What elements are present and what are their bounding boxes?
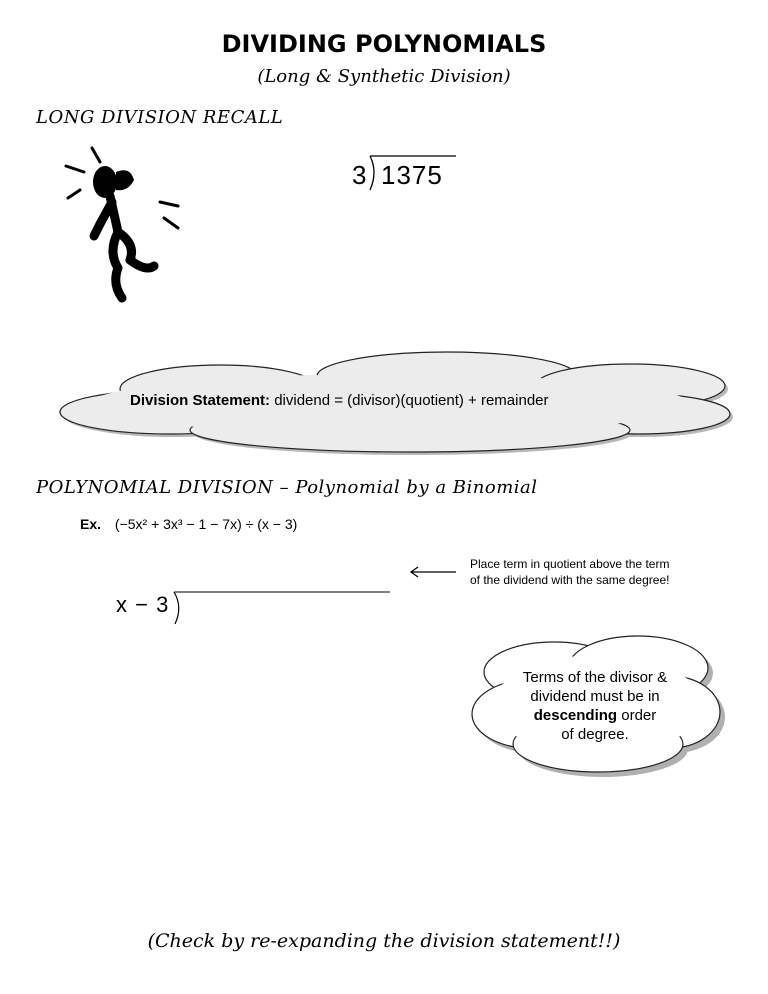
example-expression: (−5x² + 3x³ − 1 − 7x) ÷ (x − 3) [114,516,298,532]
example-problem [80,516,297,532]
polynomial-divisor: x − 3 [116,592,170,617]
polynomial-division-bracket [170,588,395,628]
descending-order-note [490,668,700,744]
division-statement-label: Division Statement: [130,392,271,409]
quotient-placement-note [470,556,730,588]
division-statement [130,392,549,409]
left-arrow-icon [408,565,458,579]
cloud-line-2: dividend must be in [530,688,660,705]
page-subtitle: (Long & Synthetic Division) [257,66,511,87]
note-line-1: Place term in quotient above the term [470,557,670,571]
cloud-line-1: Terms of the divisor & [522,669,668,686]
long-division-divisor: 3 [352,160,367,190]
thinking-figure-icon [60,140,190,305]
division-statement-text: dividend = (divisor)(quotient) + remainder [274,392,549,409]
note-line-2: of the dividend with the same degree! [470,573,670,587]
long-division-dividend: 1375 [381,160,443,190]
long-division-heading: LONG DIVISION RECALL [36,107,284,128]
page-title: DIVIDING POLYNOMIALS [221,30,547,58]
example-label: Ex. [80,516,102,532]
cloud-line-3-rest: order [617,707,657,724]
polynomial-division-heading: POLYNOMIAL DIVISION – Polynomial by a Binomial [36,477,538,498]
cloud-line-4: of degree. [561,726,629,743]
cloud-line-3 [490,706,700,725]
footer-check-note: (Check by re-expanding the division statement!!) [147,930,621,952]
cloud-bold-word: descending [533,707,618,724]
